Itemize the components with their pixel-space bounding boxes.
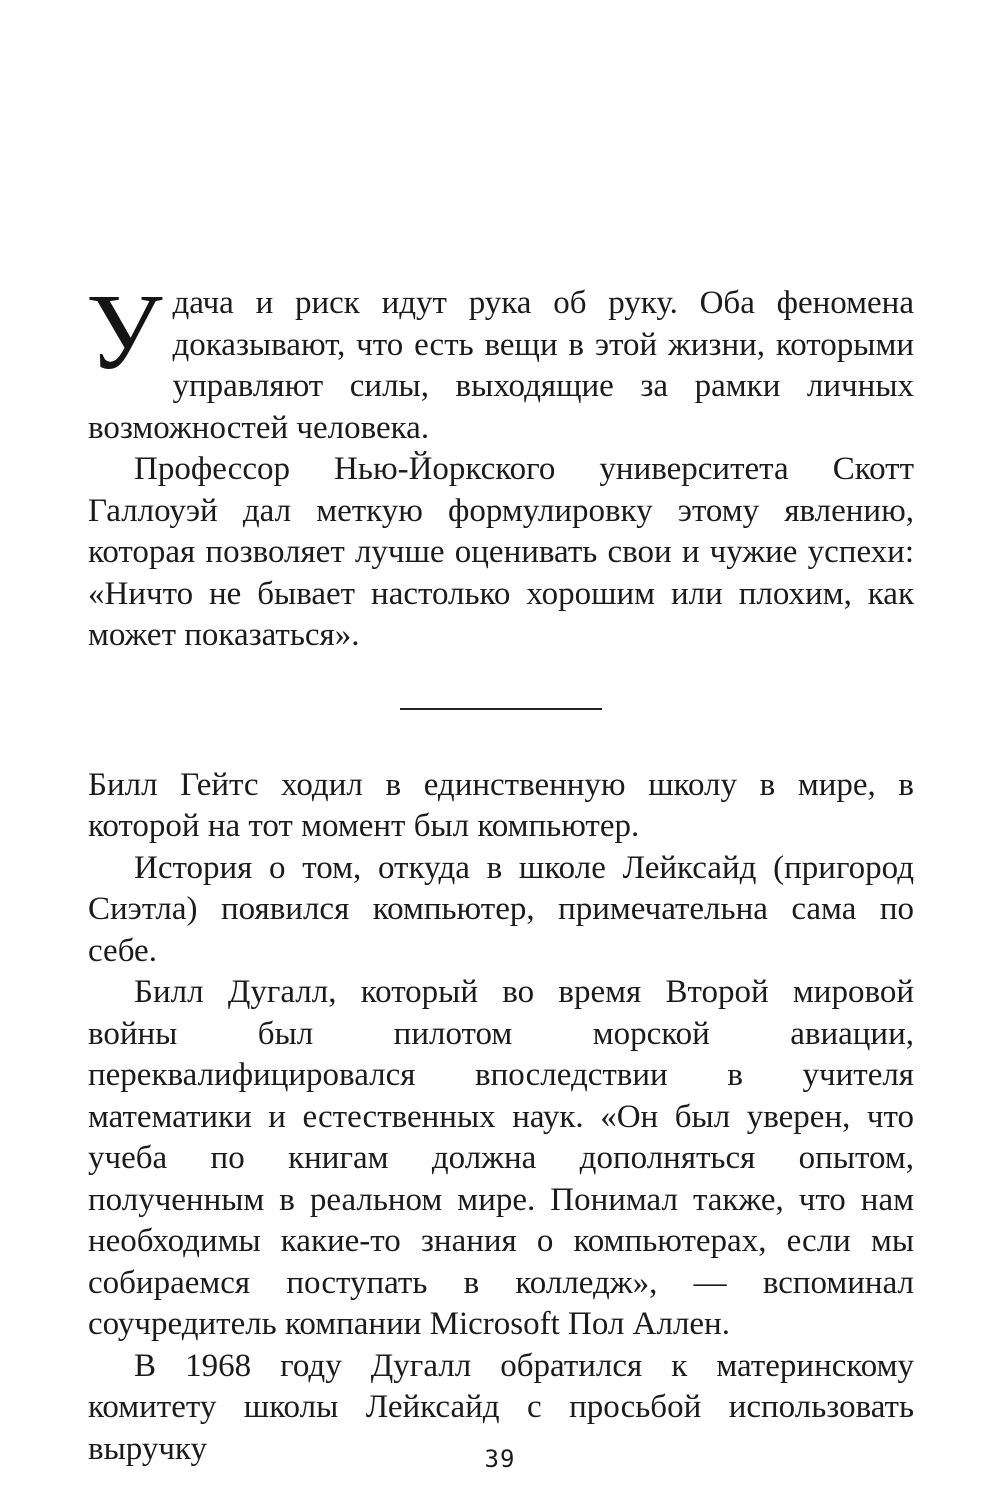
page-number: 39 xyxy=(484,1445,516,1473)
paragraph-gates-school: Билл Гейтс ходил в единственную школу в мире, в которой на тот момент был компьютер. xyxy=(88,766,914,844)
paragraph-lakeside-history: История о том, откуда в школе Лейксайд (пригород Сиэтла) появился компьютер, примечательна сама по себе. xyxy=(88,849,914,969)
paragraph-galloway: Профессор Нью-Йоркского университета Скотт Галлоуэй дал меткую формулировку этому явлению, которая позволяет лучше оценивать свои и чужие успехи: «Ничто не бывает настолько хорошим или плохим, как может показаться». xyxy=(88,451,914,653)
paragraph-dougall: Билл Дугалл, который во время Второй мировой войны был пилотом морской авиации, переквалифицировался впоследствии в учителя математики и естественных наук. «Он был уверен, что учеба по книгам должна дополняться опытом, полученным в реальном мире. Понимал также, что нам необходимы какие-то знания о компьютерах, если мы собираемся поступать в колледж», — вспоминал соучредитель компании Microsoft Пол Аллен. xyxy=(88,974,914,1342)
page-body xyxy=(86,273,914,1470)
opening-paragraph xyxy=(86,273,914,449)
opening-paragraph-text: дача и риск идут рука об руку. Оба феномена доказывают, что есть вещи в этой жизни, которыми управляют силы, выходящие за рамки личных возможностей человека. xyxy=(88,285,914,446)
section-divider xyxy=(400,708,602,710)
paragraph-1968: В 1968 году Дугалл обратился к материнскому комитету школы Лейксайд с просьбой использовать выручку xyxy=(88,1347,914,1467)
drop-cap: У xyxy=(86,273,163,392)
